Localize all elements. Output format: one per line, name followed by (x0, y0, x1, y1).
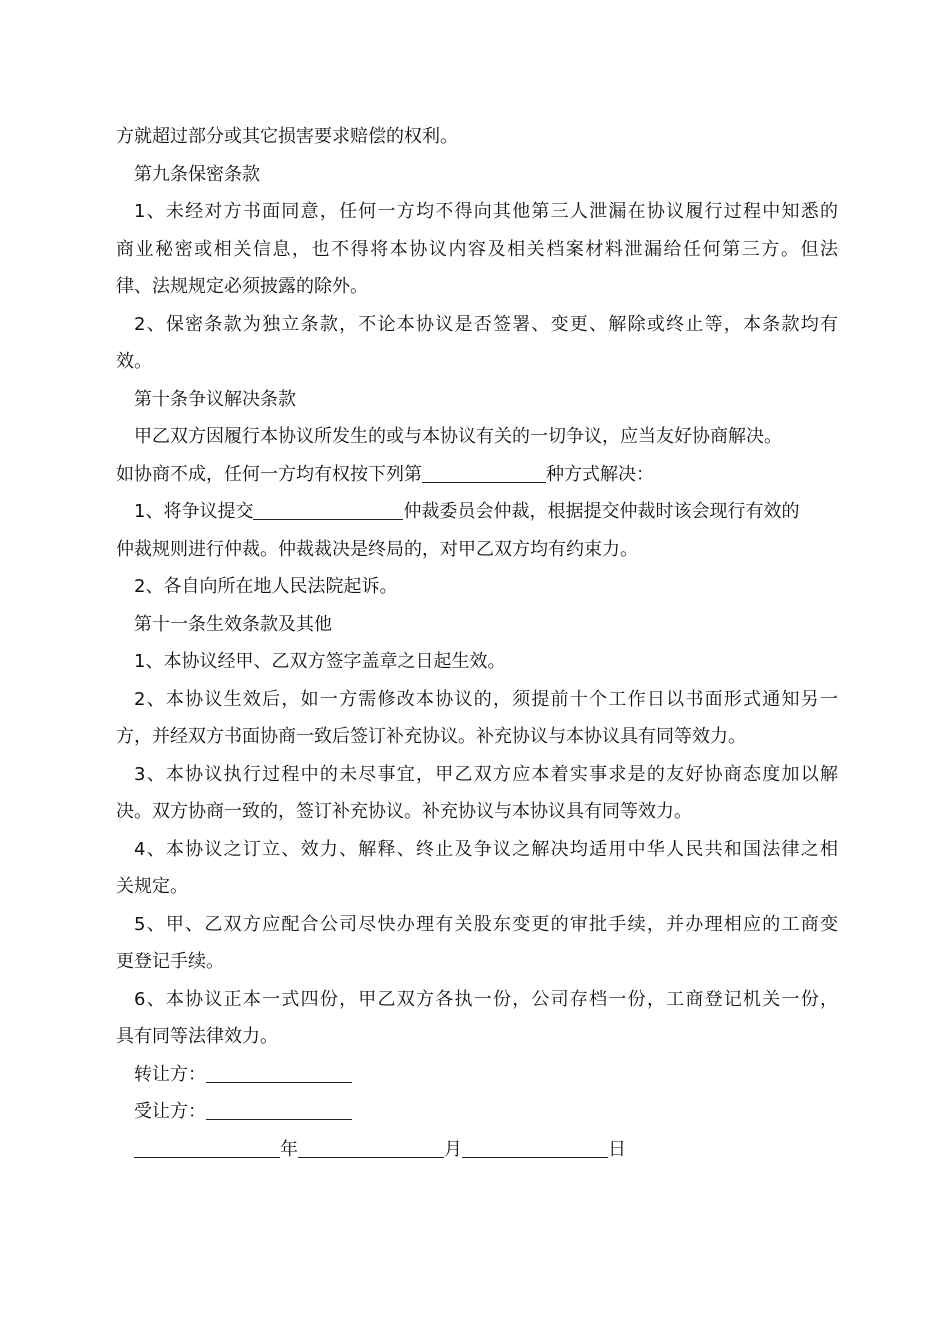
method-number-blank[interactable] (422, 462, 546, 483)
section-heading-dispute: 第十条争议解决条款 (134, 388, 296, 410)
paragraph-line: 2、保密条款为独立条款，不论本协议是否签署、变更、解除或终止等，本条款均有 (134, 313, 838, 335)
year-label: 年 (280, 1138, 298, 1160)
year-blank[interactable] (134, 1137, 280, 1158)
paragraph-line: 律、法规规定必须披露的除外。 (116, 276, 368, 297)
paragraph-line-with-blank (116, 493, 838, 531)
paragraph-line: 效。 (116, 351, 152, 372)
transferor-label: 转让方： (134, 1063, 206, 1085)
paragraph-text: 如协商不成，任何一方均有权按下列第 (116, 463, 422, 485)
date-line (116, 1131, 838, 1169)
paragraph-line-with-blank (116, 456, 838, 494)
paragraph-text: 1、将争议提交 (134, 501, 254, 522)
paragraph-line: 方，并经双方书面协商一致后签订补充协议。补充协议与本协议具有同等效力。 (116, 726, 746, 747)
section-heading-effectiveness: 第十一条生效条款及其他 (134, 613, 332, 635)
paragraph-line: 3、本协议执行过程中的未尽事宜，甲乙双方应本着实事求是的友好协商态度加以解 (134, 763, 838, 785)
transferee-label: 受让方： (134, 1101, 206, 1122)
paragraph-line: 具有同等法律效力。 (116, 1026, 278, 1047)
transferee-signature-line (116, 1093, 838, 1131)
paragraph-line: 仲裁规则进行仲裁。仲裁裁决是终局的，对甲乙双方均有约束力。 (116, 538, 638, 560)
paragraph-line: 关规定。 (116, 876, 188, 897)
day-label: 日 (608, 1138, 626, 1160)
document-page (116, 118, 838, 1168)
paragraph-line: 方就超过部分或其它损害要求赔偿的权利。 (116, 126, 458, 147)
day-blank[interactable] (462, 1137, 608, 1158)
paragraph-line: 1、未经对方书面同意，任何一方均不得向其他第三人泄漏在协议履行过程中知悉的 (134, 201, 838, 222)
paragraph-line: 5、甲、乙双方应配合公司尽快办理有关股东变更的审批手续，并办理相应的工商变 (134, 913, 838, 935)
paragraph-line: 2、各自向所在地人民法院起诉。 (134, 576, 398, 597)
paragraph-line: 4、本协议之订立、效力、解释、终止及争议之解决均适用中华人民共和国法律之相 (134, 838, 838, 860)
paragraph-line: 1、本协议经甲、乙双方签字盖章之日起生效。 (134, 651, 506, 672)
paragraph-line: 更登记手续。 (116, 951, 224, 972)
arbitration-commission-blank[interactable] (253, 499, 403, 520)
paragraph-line: 6、本协议正本一式四份，甲乙双方各执一份，公司存档一份，工商登记机关一份， (134, 988, 838, 1010)
transferor-signature-line (116, 1056, 838, 1094)
transferee-blank[interactable] (206, 1099, 352, 1120)
paragraph-line: 2、本协议生效后，如一方需修改本协议的，须提前十个工作日以书面形式通知另一 (134, 688, 838, 710)
paragraph-line: 决。双方协商一致的，签订补充协议。补充协议与本协议具有同等效力。 (116, 801, 692, 822)
paragraph-line: 甲乙双方因履行本协议所发生的或与本协议有关的一切争议，应当友好协商解决。 (134, 426, 782, 447)
transferor-blank[interactable] (206, 1062, 352, 1083)
month-blank[interactable] (298, 1137, 444, 1158)
paragraph-text: 种方式解决： (546, 463, 654, 485)
paragraph-line: 商业秘密或相关信息，也不得将本协议内容及相关档案材料泄漏给任何第三方。但法 (116, 238, 838, 260)
month-label: 月 (444, 1138, 462, 1160)
paragraph-text: 仲裁委员会仲裁，根据提交仲裁时该会现行有效的 (403, 501, 800, 522)
section-heading-confidentiality: 第九条保密条款 (134, 163, 260, 185)
